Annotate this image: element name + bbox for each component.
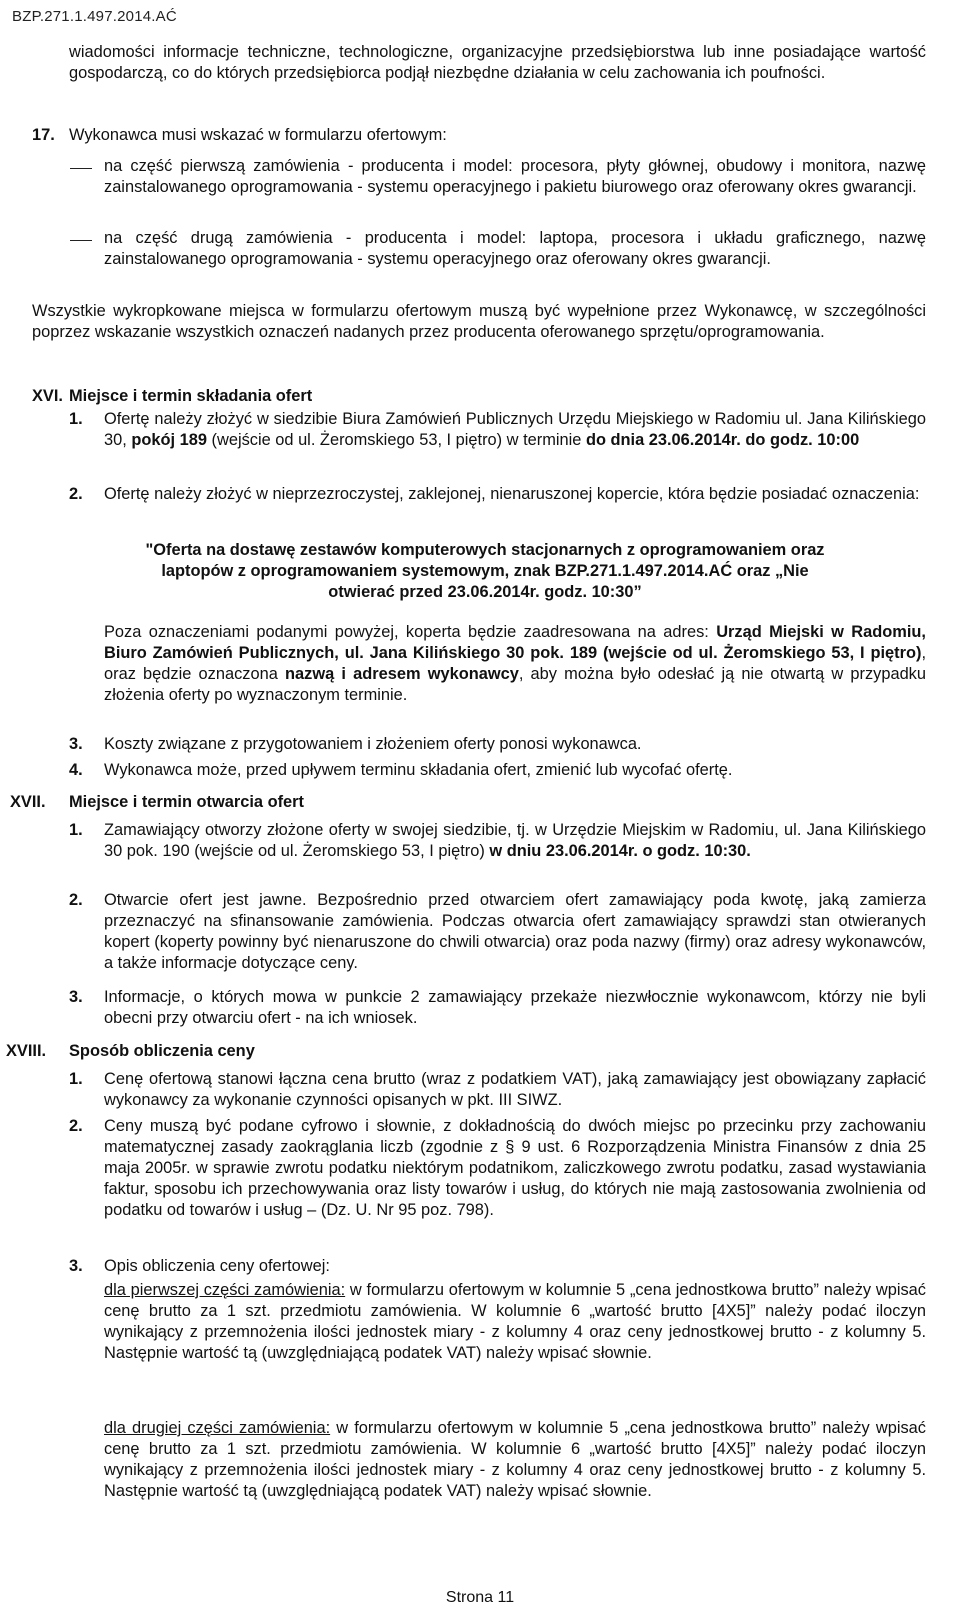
section-18-number: XVIII.: [6, 1042, 47, 1060]
item-17-part1: na część pierwszą zamówienia - producenta i model: procesora, płyty głównej, obudowy i monitora, nazwę zainstalowanego oprogramowania - systemu operacyjnego i pakietu biurowego oraz oferowany okres gwarancji.: [104, 157, 926, 196]
sec17-item2-number: 2.: [69, 891, 83, 909]
section-16-title: Miejsce i termin składania ofert: [69, 387, 313, 405]
sec16-item3-text: Koszty związane z przygotowaniem i złożeniem oferty ponosi wykonawca.: [104, 735, 642, 753]
item-17-text: Wykonawca musi wskazać w formularzu ofertowym:: [69, 126, 447, 144]
item-17-part2: na część drugą zamówienia - producenta i model: laptopa, procesora i układu graficznego, nazwę zainstalowanego oprogramowania - systemu operacyjnego oraz oferowany okres gwarancji.: [104, 229, 926, 268]
sec18-item2-text: Ceny muszą być podane cyfrowo i słownie, z dokładnością do dwóch miejsc po przecinku przy zachowaniu matematycznej zasady zaokrąglania liczb (zgodnie z § 9 ust. 6 Rozporządzenia Ministra Finansów z dnia 25 maja 2005r. w sprawie zwrotu podatku niektórym podatnikom, zaliczkowego zwrotu podatku, zasad wystawiania faktur, sposobu ich przechowywania oraz listy towarów i usług, do których nie mają zastosowania zwolnienia od podatku od towarów i usług – (Dz. U. Nr 95 poz. 798).: [104, 1117, 926, 1219]
dash-bullet-icon: [70, 240, 92, 241]
sec16-item2-number: 2.: [69, 485, 83, 503]
sec16-item1-number: 1.: [69, 410, 83, 428]
price-part1-description: dla pierwszej części zamówienia: w formularzu ofertowym w kolumnie 5 „cena jednostkowa brutto” należy wpisać cenę brutto za 1 szt. przedmiotu zamówienia. W kolumnie 6 „wartość brutto [4X5]” należy podać iloczyn wynikający z przemnożenia ilości jednostek miary - z kolumny 4 oraz ceny jednostkowej brutto - z kolumny 5. Następnie wartość tą (uwzględniającą podatek VAT) należy wpisać słownie.: [104, 1281, 926, 1362]
intro-summary: Wszystkie wykropkowane miejsca w formularzu ofertowym muszą być wypełnione przez Wykonawcę, w szczególności poprzez wskazanie wszystkich oznaczeń nadanych przez producenta oferowanego sprzętu/oprogramowania.: [32, 302, 926, 341]
section-16-number: XVI.: [32, 387, 63, 405]
section-18-title: Sposób obliczenia ceny: [69, 1042, 255, 1060]
sec17-item3-number: 3.: [69, 988, 83, 1006]
section-17-number: XVII.: [10, 793, 46, 811]
sec18-item3-number: 3.: [69, 1257, 83, 1275]
price-part2-description: dla drugiej części zamówienia: w formularzu ofertowym w kolumnie 5 „cena jednostkowa brutto” należy wpisać cenę brutto za 1 szt. przedmiotu zamówienia. W kolumnie 6 „wartość brutto [4X5]” należy podać iloczyn wynikający z przemnożenia ilości jednostek miary - z kolumny 4 oraz ceny jednostkowej brutto - z kolumny 5. Następnie wartość tą (uwzględniającą podatek VAT) należy wpisać słownie.: [104, 1419, 926, 1500]
sec16-item2-text: Ofertę należy złożyć w nieprzezroczystej, zaklejonej, nienaruszonej kopercie, która będzie posiadać oznaczenia:: [104, 485, 920, 503]
sec17-item3-text: Informacje, o których mowa w punkcie 2 zamawiający przekaże niezwłocznie wykonawcom, którzy nie byli obecni przy otwarciu ofert - na ich wniosek.: [104, 988, 926, 1027]
sec18-item3-text: Opis obliczenia ceny ofertowej:: [104, 1257, 330, 1275]
dash-bullet-icon: [70, 168, 92, 169]
sec16-item1-text: Ofertę należy złożyć w siedzibie Biura Zamówień Publicznych Urzędu Miejskiego w Radomiu ul. Jana Kilińskiego 30, pokój 189 (wejście od ul. Żeromskiego 53, I piętro) w terminie do dnia 23.06.2014r. do godz. 10:00: [104, 410, 926, 449]
sec17-item1-number: 1.: [69, 821, 83, 839]
sec16-item4-text: Wykonawca może, przed upływem terminu składania ofert, zmienić lub wycofać ofertę.: [104, 761, 733, 779]
section-17-title: Miejsce i termin otwarcia ofert: [69, 793, 305, 811]
sec18-item2-number: 2.: [69, 1117, 83, 1135]
sec17-item1-text: Zamawiający otworzy złożone oferty w swojej siedzibie, tj. w Urzędzie Miejskim w Radomiu, ul. Jana Kilińskiego 30 pok. 190 (wejście od ul. Żeromskiego 53, I piętro) w dniu 23.06.2014r. o godz. 10:30.: [104, 821, 926, 860]
sec18-item1-text: Cenę ofertową stanowi łączna cena brutto (wraz z podatkiem VAT), jaką zamawiający jest obowiązany zapłacić wykonawcy za wykonanie czynności opisanych w pkt. III SIWZ.: [104, 1070, 926, 1109]
envelope-address: Poza oznaczeniami podanymi powyżej, koperta będzie zaadresowana na adres: Urząd Miejski w Radomiu, Biuro Zamówień Publicznych, ul. Jana Kilińskiego 30 pok. 189 (wejście od ul. Żeromskiego 53, I piętro), oraz będzie oznaczona nazwą i adresem wykonawcy, aby można było odesłać ją nie otwartą w przypadku złożenia oferty po wyznaczonym terminie.: [104, 623, 926, 704]
page-footer-number: Strona 11: [445, 1589, 515, 1606]
envelope-label: "Oferta na dostawę zestawów komputerowych stacjonarnych z oprogramowaniem oraz laptopów z oprogramowaniem systemowym, znak BZP.271.1.497.2014.AĆ oraz „Nie otwierać przed 23.06.2014r. godz. 10:30”: [145, 541, 825, 601]
intro-continuation: wiadomości informacje techniczne, technologiczne, organizacyjne przedsiębiorstwa lub inne posiadające wartość gospodarczą, co do których przedsiębiorca podjął niezbędne działania w celu zachowania ich poufności.: [69, 43, 926, 82]
sec16-item4-number: 4.: [69, 761, 83, 779]
item-17-number: 17.: [32, 126, 55, 144]
page-header-ref: BZP.271.1.497.2014.AĆ: [12, 8, 177, 25]
sec16-item3-number: 3.: [69, 735, 83, 753]
sec18-item1-number: 1.: [69, 1070, 83, 1088]
sec17-item2-text: Otwarcie ofert jest jawne. Bezpośrednio przed otwarciem ofert zamawiający poda kwotę, jaką zamierza przeznaczyć na sfinansowanie zamówienia. Podczas otwarcia ofert zamawiający sprawdzi stan otwieranych kopert (koperty powinny być nienaruszone do chwili otwarcia) oraz poda nazwy (firmy) oraz adresy wykonawców, a także informacje dotyczące ceny.: [104, 891, 926, 972]
